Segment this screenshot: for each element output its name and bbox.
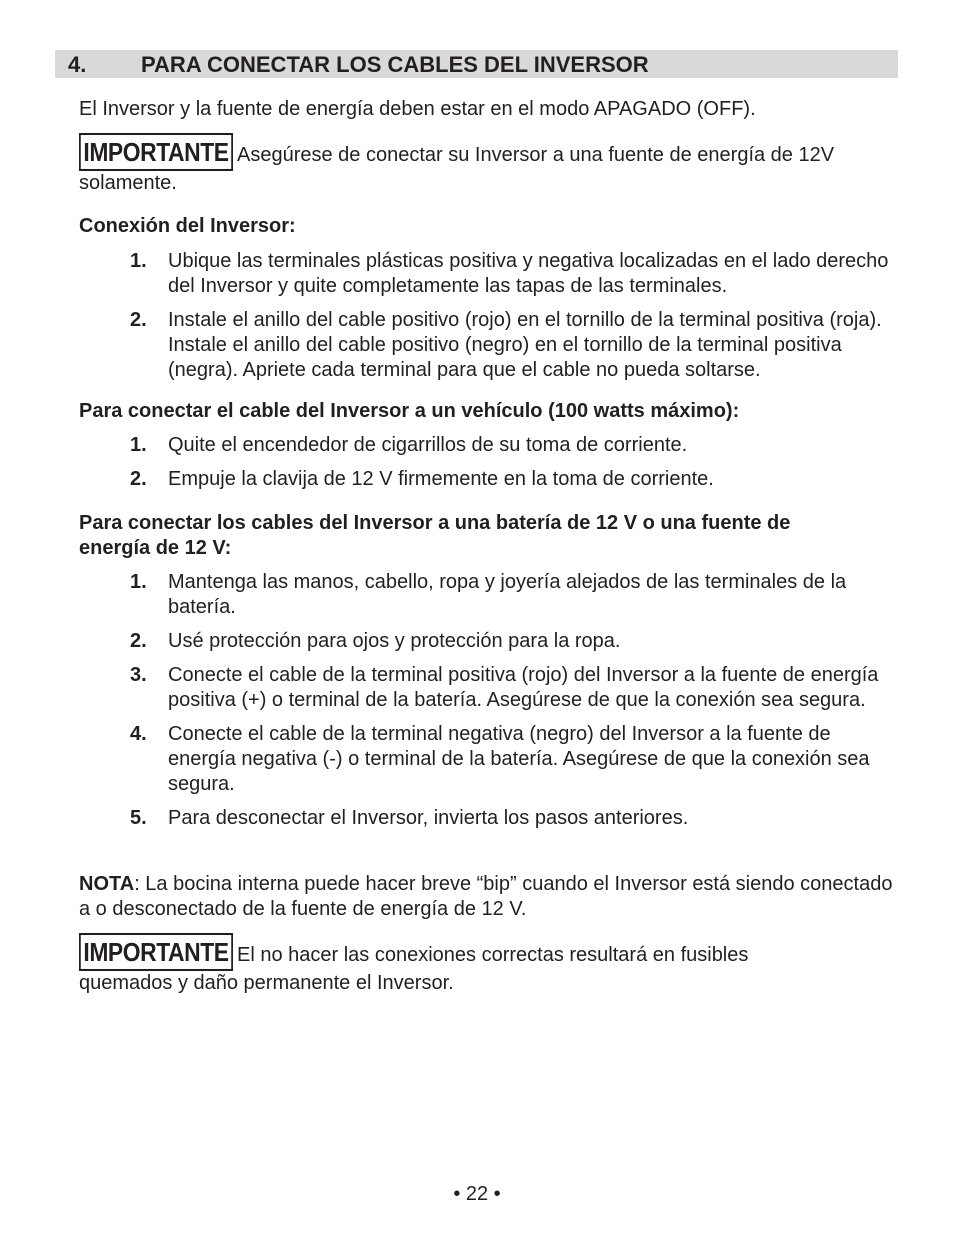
list-item-text: Empuje la clavija de 12 V firmemente en la toma de corriente. [168,468,714,490]
important-note-2-line1: El no hacer las conexiones correctas resultará en fusibles [237,944,749,966]
section-number: 4. [68,52,87,77]
nota-paragraph [79,872,899,922]
important-note-1-line2: solamente. [79,172,177,194]
list-item [79,467,899,492]
list-item [79,722,899,797]
list-item-number: 2. [130,309,147,331]
bateria-list [79,570,899,831]
bateria-heading-line2: energía de 12 V: [79,537,232,559]
conexion-heading: Conexión del Inversor: [79,215,296,237]
list-item-text: Ubique las terminales plásticas positiva y negativa localizadas en el lado derecho del Inversor y quite completamente las tapas de las terminales. [168,250,889,297]
vehiculo-list [79,433,899,492]
conexion-list [79,249,899,383]
vehiculo-heading: Para conectar el cable del Inversor a un vehículo (100 watts máximo): [79,400,740,422]
list-item [79,249,899,299]
section-header [55,50,898,78]
list-item-text: Para desconectar el Inversor, invierta los pasos anteriores. [168,807,689,829]
nota-text: : La bocina interna puede hacer breve “bip” cuando el Inversor está siendo conectado a o desconectado de la fuente de energía de 12 V. [79,873,893,920]
list-item-text: Conecte el cable de la terminal negativa (negro) del Inversor a la fuente de energía negativa (-) o terminal de la batería. Asegúrese de que la conexión sea segura. [168,723,870,795]
important-badge: IMPORTANTE [79,933,233,971]
list-item [79,629,899,654]
important-note-2 [79,933,899,996]
list-item-text: Instale el anillo del cable positivo (rojo) en el tornillo de la terminal positiva (roja). Instale el anillo del cable positivo (negro) en el tornillo de la terminal positiva (negra). Apriete cada terminal para que el cable no pueda soltarse. [168,309,882,381]
page-number: • 22 • [453,1183,501,1205]
list-item-text: Usé protección para ojos y protección para la ropa. [168,630,621,652]
list-item [79,806,899,831]
list-item [79,663,899,713]
list-item [79,308,899,383]
important-note-1-line1: Asegúrese de conectar su Inversor a una fuente de energía de 12V [237,144,835,166]
list-item-number: 4. [130,723,147,745]
list-item-text: Quite el encendedor de cigarrillos de su toma de corriente. [168,434,688,456]
important-badge: IMPORTANTE [79,133,233,171]
list-item [79,433,899,458]
bateria-heading-line1: Para conectar los cables del Inversor a una batería de 12 V o una fuente de [79,512,791,534]
bateria-heading [79,511,899,561]
list-item-number: 3. [130,664,147,686]
intro-text: El Inversor y la fuente de energía deben estar en el modo APAGADO (OFF). [79,98,756,120]
list-item-text: Mantenga las manos, cabello, ropa y joyería alejados de las terminales de la batería. [168,571,847,618]
list-item-text: Conecte el cable de la terminal positiva (rojo) del Inversor a la fuente de energía positiva (+) o terminal de la batería. Asegúrese de que la conexión sea segura. [168,664,879,711]
section-title: PARA CONECTAR LOS CABLES DEL INVERSOR [141,52,649,77]
list-item-number: 1. [130,571,147,593]
important-note-1 [79,133,899,196]
list-item-number: 1. [130,250,147,272]
list-item-number: 5. [130,807,147,829]
list-item-number: 2. [130,468,147,490]
nota-label: NOTA [79,873,135,895]
list-item-number: 2. [130,630,147,652]
list-item-number: 1. [130,434,147,456]
list-item [79,570,899,620]
important-note-2-line2: quemados y daño permanente el Inversor. [79,972,454,994]
